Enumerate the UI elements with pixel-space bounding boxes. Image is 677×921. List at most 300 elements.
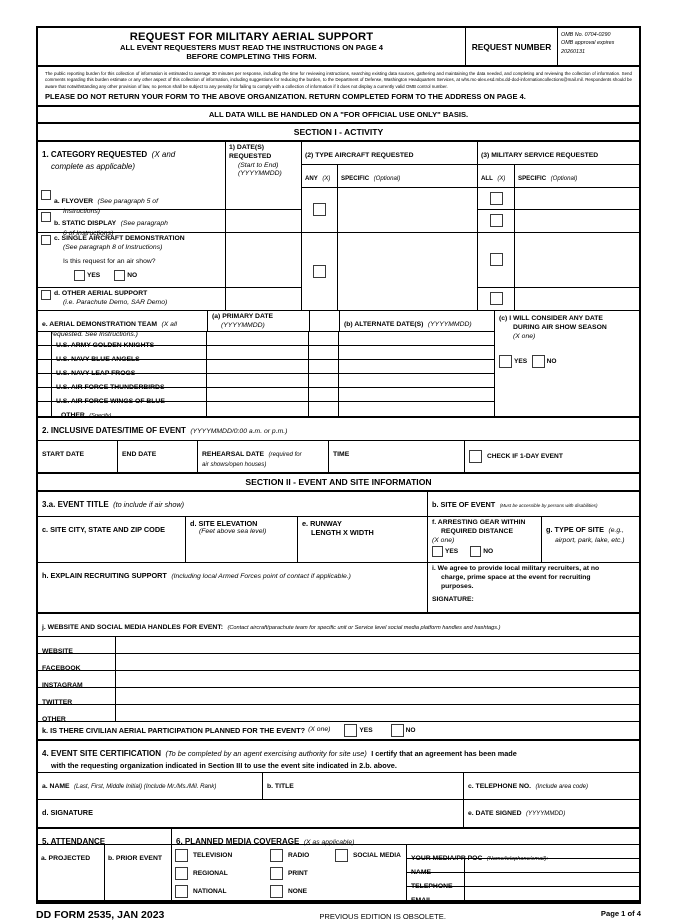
- media-regional-checkbox[interactable]: [175, 867, 188, 880]
- twitter-label-cell: [38, 688, 116, 705]
- air-show-no-checkbox[interactable]: [114, 270, 125, 281]
- section1-banner: SECTION I - ACTIVITY: [38, 124, 639, 142]
- aircraft-any-note: (X): [322, 174, 331, 182]
- aircraft-specific-note: (Optional): [373, 174, 401, 182]
- golden-knights-primary-date[interactable]: [207, 332, 309, 345]
- form-footer: [36, 904, 641, 921]
- media-none-label: NONE: [288, 888, 308, 896]
- site-of-event-field[interactable]: [428, 492, 639, 517]
- service-all-column: [478, 188, 515, 310]
- leap-frogs-primary-date[interactable]: [207, 360, 309, 373]
- service-specific-input-b[interactable]: [515, 210, 639, 233]
- consider-any-date-no-label: NO: [546, 358, 557, 366]
- demo-team-row-other: [38, 402, 494, 419]
- media-radio-checkbox[interactable]: [270, 849, 283, 862]
- media-television-checkbox[interactable]: [175, 849, 188, 862]
- certification-telephone-field[interactable]: [464, 773, 639, 800]
- site-elevation-field[interactable]: [186, 517, 298, 563]
- civilian-no-label: NO: [405, 726, 416, 734]
- aircraft-any-checkbox-ab[interactable]: [313, 203, 326, 216]
- type-aircraft-group: [302, 142, 478, 188]
- flyover-dates-input[interactable]: [226, 188, 301, 209]
- arresting-gear-label: f. ARRESTING GEAR WITHIN: [432, 518, 526, 526]
- single-aircraft-label: c. SINGLE AIRCRAFT DEMONSTRATION: [54, 234, 185, 242]
- demo-team-row: [38, 374, 494, 391]
- category-items-block: [38, 188, 302, 311]
- service-all-label: ALL: [481, 174, 493, 182]
- attendance-projected-label: a. PROJECTED: [41, 855, 91, 863]
- media-poc-row-name: [407, 859, 639, 877]
- alternate-dates-header: [340, 311, 494, 331]
- golden-knights-label: U.S. ARMY GOLDEN KNIGHTS: [56, 341, 155, 349]
- social-row-other: [38, 705, 639, 722]
- media-poc-telephone-input[interactable]: [465, 873, 639, 886]
- consider-any-date-block: [495, 311, 639, 418]
- aircraft-specific-input-cd[interactable]: [338, 233, 477, 310]
- blue-angels-label: U.S. NAVY BLUE ANGELS: [56, 355, 140, 363]
- form-subtitle-1: ALL EVENT REQUESTERS MUST READ THE INSTRUCTIONS ON PAGE 4: [120, 43, 383, 52]
- air-show-yes-checkbox[interactable]: [74, 270, 85, 281]
- page-number: Page 1 of 4: [600, 909, 641, 919]
- dates-requested-note: (Start to End): [238, 161, 279, 169]
- demo-spacer-cell: [309, 360, 339, 373]
- alternate-dates-label: (b) ALTERNATE DATE(S): [344, 320, 424, 328]
- other-social-label: OTHER: [42, 715, 66, 723]
- service-specific-header: [515, 165, 639, 187]
- certification-signature-field[interactable]: [38, 800, 464, 829]
- recruiters-agreement-field: [428, 563, 639, 614]
- media-poc-name-label: NAME: [411, 869, 432, 877]
- media-coverage-heading: 6. PLANNED MEDIA COVERAGE: [176, 837, 300, 847]
- certification-heading-line2: with the requesting organization indicated in Section III to use the event site indicated in 2.b. above.: [51, 760, 397, 770]
- single-aircraft-checkbox[interactable]: [41, 235, 51, 245]
- runway-field[interactable]: [298, 517, 428, 563]
- certification-date-signed-field[interactable]: [464, 800, 639, 829]
- other-aerial-dates-input[interactable]: [226, 288, 301, 310]
- certification-telephone-label: c. TELEPHONE NO.: [468, 783, 532, 791]
- media-poc-email-input[interactable]: [465, 887, 639, 901]
- air-show-question: Is this request for an air show?: [63, 257, 156, 265]
- category-row-single-aircraft: [38, 233, 301, 288]
- aircraft-specific-input-ab[interactable]: [338, 188, 477, 233]
- attendance-heading: 5. ATTENDANCE: [42, 837, 106, 847]
- category-header-row: [38, 142, 639, 188]
- social-row-website: [38, 637, 639, 654]
- omb-expires-label: OMB approval expires: [561, 40, 615, 47]
- burden-paragraph: The public reporting burden for this collection of information is estimated to average 30 minutes per response, including the time for reviewing instructions, searching existing data sources, gathering and maintaining the data needed, and completing and reviewing the collection of information. Send comments regarding this burden estimate or any other aspect of this collection of information, including suggestions for reducing the burden, to the Department of Defense, Washington Headquarters Services, at whs.mc-alex.esd.mbx.dd-dod-informationcollections@mail.mil. Respondents should be aware that notwithstanding any other provision of law, no person shall be subject to any penalty for failing to comply with a collection of information if it does not display a currently valid OMB control number.: [45, 71, 632, 89]
- request-number-field[interactable]: [466, 28, 558, 67]
- aircraft-any-checkbox-cd[interactable]: [313, 265, 326, 278]
- start-date-label: START DATE: [42, 450, 85, 458]
- aircraft-any-label: ANY: [305, 174, 318, 182]
- media-poc-row-telephone: [407, 873, 639, 891]
- site-elevation-note: (Feet above sea level): [199, 528, 267, 536]
- certification-telephone-note: (Include area code): [535, 783, 589, 791]
- site-city-state-zip-label: c. SITE CITY, STATE AND ZIP CODE: [42, 524, 165, 534]
- demo-other-label: OTHER: [61, 411, 85, 419]
- service-specific-input-d[interactable]: [515, 288, 639, 310]
- consider-any-date-no-checkbox[interactable]: [532, 355, 545, 368]
- certification-name-field[interactable]: [38, 773, 263, 800]
- website-label-cell: [38, 637, 116, 654]
- leap-frogs-checkbox[interactable]: [38, 360, 52, 373]
- arresting-gear-label2: REQUIRED DISTANCE: [441, 527, 514, 535]
- fouo-banner-row: [38, 107, 639, 124]
- service-specific-label: SPECIFIC: [518, 174, 547, 182]
- attendance-projected-field[interactable]: [38, 845, 105, 902]
- flyover-note2: Instructions): [63, 207, 101, 215]
- form-subtitle-2: BEFORE COMPLETING THIS FORM.: [186, 52, 317, 61]
- burden-notice: PLEASE DO NOT RETURN YOUR FORM TO THE ABOVE ORGANIZATION. RETURN COMPLETED FORM TO THE ADDRESS ON PAGE 4.: [45, 91, 526, 101]
- dates-requested-cell: [226, 142, 302, 188]
- single-aircraft-note: (See paragraph 8 of Instructions): [63, 243, 163, 251]
- civilian-participation-note: (X one): [308, 726, 331, 734]
- military-service-label: (3) MILITARY SERVICE REQUESTED: [481, 151, 599, 159]
- service-all-checkbox-c[interactable]: [490, 253, 503, 266]
- civilian-yes-label: YES: [359, 726, 373, 734]
- omb-block: [558, 28, 639, 67]
- certification-signature-label: d. SIGNATURE: [42, 808, 93, 818]
- service-all-checkbox-b[interactable]: [490, 214, 503, 227]
- end-date-field[interactable]: [118, 441, 198, 474]
- demo-spacer-header: [310, 311, 340, 331]
- certification-heading-cell: [38, 741, 639, 773]
- social-media-heading: j. WEBSITE AND SOCIAL MEDIA HANDLES FOR EVENT:: [42, 623, 224, 631]
- consider-any-date-label2: DURING AIR SHOW SEASON: [513, 323, 607, 331]
- wings-of-blue-label: U.S. AIR FORCE WINGS OF BLUE: [56, 397, 165, 405]
- social-row-facebook: [38, 654, 639, 671]
- civilian-yes-checkbox[interactable]: [344, 724, 357, 737]
- demo-other-primary-date[interactable]: [207, 402, 309, 416]
- thunderbirds-checkbox[interactable]: [38, 374, 52, 387]
- category-heading-cell: [38, 142, 226, 188]
- consider-any-date-label: (c) I WILL CONSIDER ANY DATE: [499, 314, 603, 322]
- demo-other-alt-dates[interactable]: [339, 402, 494, 416]
- media-poc-heading: YOUR MEDIA/PR POC: [411, 855, 483, 863]
- wings-of-blue-checkbox[interactable]: [38, 388, 52, 401]
- media-poc-table: [407, 845, 639, 905]
- rehearsal-date-field[interactable]: [198, 441, 329, 474]
- blue-angels-checkbox[interactable]: [38, 346, 52, 359]
- arresting-gear-no-label: NO: [483, 548, 494, 556]
- event-title-row: [38, 492, 639, 517]
- flyover-checkbox[interactable]: [41, 190, 51, 200]
- category-row-other-aerial: [38, 288, 301, 310]
- aircraft-specific-header: [338, 165, 477, 187]
- website-input[interactable]: [116, 637, 639, 654]
- media-poc-note: (Name/telephone/email):: [486, 856, 549, 863]
- type-of-site-label: g. TYPE OF SITE: [546, 524, 604, 534]
- alternate-dates-format: (YYYYMMDD): [427, 320, 472, 328]
- primary-date-format: (YYYYMMDD): [221, 321, 265, 329]
- other-social-input[interactable]: [116, 705, 639, 722]
- demo-team-left: [38, 311, 495, 418]
- air-show-yes-label: YES: [87, 272, 101, 280]
- service-all-checkbox-d[interactable]: [490, 292, 503, 305]
- dd-form-2535: [36, 26, 641, 904]
- type-aircraft-label: (2) TYPE AIRCRAFT REQUESTED: [305, 151, 414, 159]
- form-title-block: [38, 28, 466, 67]
- demo-team-row: [38, 346, 494, 363]
- rehearsal-date-note2: air shows/open houses): [202, 460, 267, 468]
- leap-frogs-label: U.S. NAVY LEAP FROGS: [56, 369, 136, 377]
- website-label: WEBSITE: [42, 647, 73, 655]
- form-header: [38, 28, 639, 67]
- golden-knights-checkbox[interactable]: [38, 332, 52, 345]
- demo-spacer-cell: [309, 346, 339, 359]
- demo-other-note: (Specify): [89, 412, 112, 419]
- service-all-note: (X): [497, 174, 506, 182]
- attendance-prior-field[interactable]: [105, 845, 172, 902]
- facebook-input[interactable]: [116, 654, 639, 671]
- demo-team-row: [38, 360, 494, 377]
- type-of-site-field[interactable]: [542, 517, 639, 563]
- facebook-label-cell: [38, 654, 116, 671]
- recruiters-signature-label[interactable]: SIGNATURE:: [432, 596, 474, 604]
- rehearsal-date-label: REHEARSAL DATE: [202, 450, 265, 458]
- attendance-media-heading-row: [38, 829, 639, 845]
- media-social-label: SOCIAL MEDIA: [353, 852, 401, 860]
- civilian-no-checkbox[interactable]: [391, 724, 404, 737]
- category-heading-note: (X and: [151, 149, 176, 159]
- start-date-field[interactable]: [38, 441, 118, 474]
- single-aircraft-dates-input[interactable]: [226, 233, 301, 287]
- event-title-note: (to include if air show): [113, 499, 185, 509]
- demo-spacer-cell: [309, 332, 339, 345]
- air-show-no-label: NO: [127, 272, 138, 280]
- section2-banner-row: [38, 474, 639, 492]
- demo-team-section: [38, 311, 639, 418]
- certification-title-label: b. TITLE: [267, 783, 294, 791]
- dates-requested-label: 1) DATE(S) REQUESTED: [229, 143, 272, 160]
- certification-date-signed-label: e. DATE SIGNED: [468, 810, 522, 818]
- media-poc-name-input[interactable]: [465, 859, 639, 872]
- static-display-dates-input[interactable]: [226, 210, 301, 232]
- fouo-banner: ALL DATA WILL BE HANDLED ON A "FOR OFFICIAL USE ONLY" BASIS.: [38, 107, 639, 124]
- media-coverage-heading-cell: [172, 829, 639, 845]
- certification-signature-row: [38, 800, 639, 829]
- certification-heading: 4. EVENT SITE CERTIFICATION: [42, 748, 161, 758]
- media-poc-row-email: [407, 887, 639, 905]
- demo-spacer-cell: [309, 374, 339, 387]
- arresting-gear-note: (X one): [432, 536, 455, 544]
- demo-spacer-cell: [309, 402, 339, 416]
- site-elevation-label: d. SITE ELEVATION: [190, 518, 258, 528]
- primary-date-label: (a) PRIMARY DATE: [212, 312, 274, 320]
- category-heading-note2: complete as applicable): [51, 161, 136, 171]
- recruiting-support-note: (Including local Armed Forces point of contact if applicable.): [171, 572, 351, 580]
- arresting-gear-yes-checkbox[interactable]: [432, 546, 443, 557]
- media-national-checkbox[interactable]: [175, 885, 188, 898]
- certification-heading-cont: I certify that an agreement has been made: [371, 748, 517, 758]
- service-specific-input-c[interactable]: [515, 233, 639, 288]
- arresting-gear-no-checkbox[interactable]: [470, 546, 481, 557]
- demo-team-row: [38, 388, 494, 405]
- other-aerial-checkbox[interactable]: [41, 290, 51, 300]
- flyover-note: (See paragraph 5 of: [97, 197, 158, 205]
- aircraft-any-header: [302, 165, 338, 187]
- wings-of-blue-alt-dates[interactable]: [339, 388, 494, 401]
- civilian-participation-cell: [38, 722, 639, 741]
- rehearsal-date-note: (required for: [268, 450, 302, 458]
- event-title-field[interactable]: [38, 492, 428, 517]
- military-service-group: [478, 142, 639, 188]
- primary-date-header: [208, 311, 310, 331]
- consider-any-date-note: (X one): [513, 332, 536, 340]
- media-poc-email-label: EMAIL: [411, 897, 433, 905]
- certification-contact-row: [38, 773, 639, 800]
- thunderbirds-label: U.S. AIR FORCE THUNDERBIRDS: [56, 383, 165, 391]
- inclusive-dates-heading-cell: [38, 418, 639, 441]
- static-display-note2: 6 of Instructions): [63, 229, 114, 237]
- social-media-note: (Contact aircraft/parachute team for specific unit or Service level social media platform handles and hashtags.): [227, 624, 501, 631]
- site-details-row: [38, 517, 639, 563]
- leap-frogs-alt-dates[interactable]: [339, 360, 494, 373]
- site-of-event-label: b. SITE OF EVENT: [432, 499, 496, 509]
- service-specific-input-a[interactable]: [515, 188, 639, 210]
- media-social-checkbox[interactable]: [335, 849, 348, 862]
- category-row-static-display: [38, 207, 301, 237]
- media-options-grid: [172, 845, 407, 902]
- aircraft-specific-column: [338, 188, 477, 310]
- certification-title-field[interactable]: [263, 773, 464, 800]
- instagram-input[interactable]: [116, 671, 639, 688]
- other-aerial-label: d. OTHER AERIAL SUPPORT: [54, 289, 148, 297]
- civilian-participation-row: [38, 722, 639, 741]
- runway-label: e. RUNWAY: [302, 518, 342, 528]
- instagram-label: INSTAGRAM: [42, 681, 83, 689]
- attendance-media-body-row: [38, 845, 639, 905]
- social-row-instagram: [38, 671, 639, 688]
- static-display-checkbox[interactable]: [41, 212, 51, 222]
- media-television-label: TELEVISION: [193, 852, 233, 860]
- recruiters-agreement-line2: charge, prime space at the event for recruiting: [441, 573, 591, 581]
- recruiting-row: [38, 563, 639, 614]
- media-regional-label: REGIONAL: [193, 870, 228, 878]
- service-specific-column: [515, 188, 639, 310]
- facebook-label: FACEBOOK: [42, 664, 81, 672]
- type-aircraft-body: [302, 188, 478, 311]
- media-radio-label: RADIO: [288, 852, 310, 860]
- certification-heading-note: (To be completed by an agent exercising authority for site use): [165, 748, 367, 758]
- military-service-body: [478, 188, 639, 311]
- site-of-event-note: (Must be accessible by persons with disabilities): [499, 502, 598, 508]
- time-field[interactable]: [329, 441, 465, 474]
- demo-team-header-row: [38, 311, 494, 338]
- blue-angels-alt-dates[interactable]: [339, 346, 494, 359]
- demo-team-heading-cell: [38, 311, 208, 338]
- media-print-checkbox[interactable]: [270, 867, 283, 880]
- media-poc-heading-cell: [407, 845, 639, 863]
- social-media-heading-row: [38, 614, 639, 637]
- arresting-gear-field: [428, 517, 542, 563]
- inclusive-dates-heading: 2. INCLUSIVE DATES/TIME OF EVENT: [42, 425, 186, 435]
- dates-requested-format: (YYYYMMDD): [238, 170, 282, 178]
- aircraft-specific-label: SPECIFIC: [341, 174, 370, 182]
- time-label: TIME: [333, 450, 350, 458]
- arresting-gear-yes-label: YES: [445, 548, 459, 556]
- recruiters-agreement-line1: i. We agree to provide local military recruiters, at no: [432, 564, 600, 572]
- form-title: REQUEST FOR MILITARY AERIAL SUPPORT: [129, 31, 374, 43]
- twitter-input[interactable]: [116, 688, 639, 705]
- type-of-site-note: (e.g.,: [608, 526, 624, 534]
- thunderbirds-alt-dates[interactable]: [339, 374, 494, 387]
- instagram-label-cell: [38, 671, 116, 688]
- inclusive-dates-fields-row: [38, 441, 639, 474]
- certification-date-signed-note: (YYYYMMDD): [525, 810, 566, 818]
- media-national-label: NATIONAL: [193, 888, 227, 896]
- media-poc-telephone-label: TELEPHONE: [411, 883, 453, 891]
- demo-team-row: [38, 332, 494, 349]
- other-social-label-cell: [38, 705, 116, 722]
- event-title-label: 3.a. EVENT TITLE: [42, 499, 109, 509]
- runway-note: LENGTH X WIDTH: [311, 528, 374, 538]
- demo-team-heading-note: (X all: [161, 320, 177, 328]
- twitter-label: TWITTER: [42, 698, 73, 706]
- category-heading: 1. CATEGORY REQUESTED: [42, 149, 148, 159]
- media-none-checkbox[interactable]: [270, 885, 283, 898]
- demo-spacer-cell: [309, 388, 339, 401]
- flyover-label: a. FLYOVER: [54, 197, 94, 205]
- previous-edition-notice: PREVIOUS EDITION IS OBSOLETE.: [319, 912, 446, 921]
- one-day-event-label: CHECK IF 1-DAY EVENT: [487, 452, 563, 460]
- inclusive-dates-note: (YYYYMMDD/0:00 a.m. or p.m.): [190, 427, 288, 435]
- form-id: DD FORM 2535, JAN 2023: [36, 909, 165, 921]
- site-city-state-zip-field[interactable]: [38, 517, 186, 563]
- attendance-prior-label: b. PRIOR EVENT: [108, 855, 163, 863]
- demo-team-heading-note2: requested. See Instructions.): [51, 330, 138, 338]
- civilian-participation-question: k. IS THERE CIVILIAN AERIAL PARTICIPATION PLANNED FOR THE EVENT?: [42, 725, 306, 735]
- consider-any-date-yes-checkbox[interactable]: [499, 355, 512, 368]
- consider-any-date-yes-label: YES: [514, 358, 528, 366]
- omb-number: OMB No. 0704-0290: [561, 32, 611, 38]
- service-all-checkbox-a[interactable]: [490, 192, 503, 205]
- end-date-label: END DATE: [122, 450, 157, 458]
- omb-expires-date: 20260131: [561, 48, 585, 55]
- media-print-label: PRINT: [288, 870, 308, 878]
- social-row-twitter: [38, 688, 639, 705]
- type-of-site-note2: airport, park, lake, etc.): [555, 536, 625, 544]
- certification-name-note: (Last, First, Middle Initial) (Include Mr./Ms./Mil. Rank): [74, 783, 217, 791]
- service-all-header: [478, 165, 515, 187]
- service-specific-note: (Optional): [550, 174, 578, 182]
- static-display-note: (See paragraph: [120, 219, 168, 227]
- category-row-flyover: [38, 188, 301, 215]
- thunderbirds-primary-date[interactable]: [207, 374, 309, 387]
- media-coverage-note: (X as applicable): [303, 839, 355, 847]
- golden-knights-alt-dates[interactable]: [339, 332, 494, 345]
- certification-name-label: a. NAME: [42, 783, 70, 791]
- inclusive-dates-heading-row: [38, 418, 639, 441]
- recruiting-support-field[interactable]: [38, 563, 428, 614]
- burden-statement: [38, 67, 639, 107]
- attendance-heading-cell: [38, 829, 172, 845]
- other-aerial-note: (i.e. Parachute Demo, SAR Demo): [63, 298, 168, 306]
- demo-other-checkbox[interactable]: [38, 402, 52, 416]
- social-media-heading-cell: [38, 614, 639, 637]
- request-number-label: REQUEST NUMBER: [471, 41, 552, 52]
- wings-of-blue-primary-date[interactable]: [207, 388, 309, 401]
- aircraft-any-column: [302, 188, 338, 310]
- recruiters-agreement-line3: purposes.: [441, 582, 474, 590]
- burden-statement-row: [38, 67, 639, 107]
- one-day-event-cell: [465, 441, 639, 474]
- certification-heading-row: [38, 741, 639, 773]
- section2-banner: SECTION II - EVENT AND SITE INFORMATION: [38, 474, 639, 492]
- one-day-event-checkbox[interactable]: [469, 450, 482, 463]
- blue-angels-primary-date[interactable]: [207, 346, 309, 359]
- recruiting-support-label: h. EXPLAIN RECRUITING SUPPORT: [42, 570, 167, 580]
